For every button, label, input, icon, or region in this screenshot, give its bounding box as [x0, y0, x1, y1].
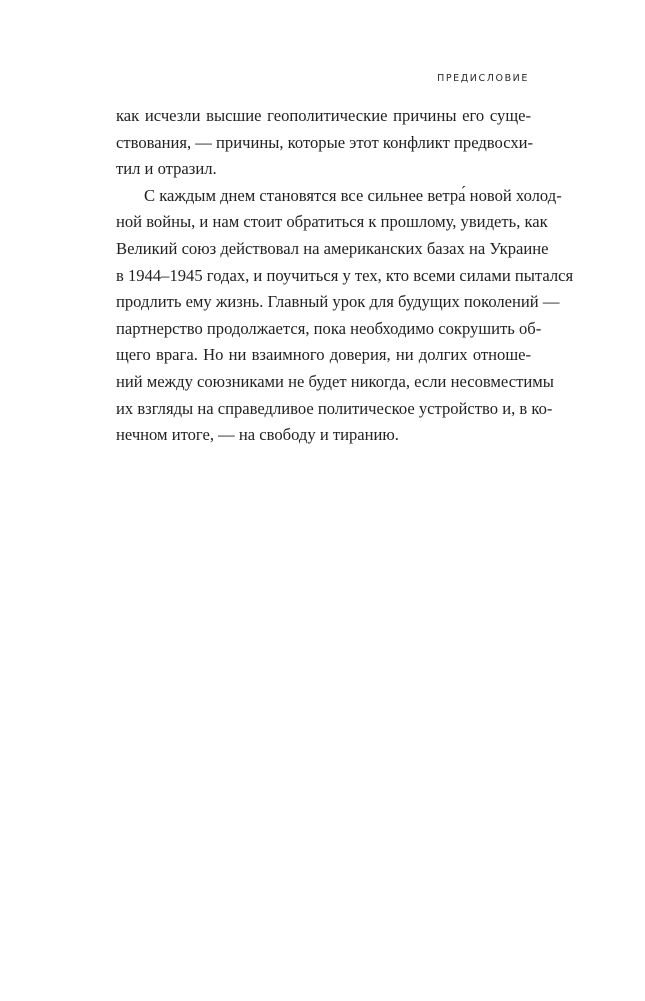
text-line: Великий союз действовал на американских базах на Украине [116, 238, 549, 258]
text-line: щего врага. Но ни взаимного доверия, ни долгих отноше- [116, 345, 531, 365]
text-line: ний между союзниками не будет никогда, если несовместимы [116, 371, 554, 391]
text-line: С каждым днем становятся все сильнее ветра́ новой холод- [144, 185, 562, 205]
text-line: как исчезли высшие геополитические причины его суще- [116, 106, 531, 125]
running-head: ПРЕДИСЛОВИЕ [437, 73, 529, 84]
text-line: нечном итоге, — на свободу и тиранию. [116, 425, 399, 445]
text-line: их взгляды на справедливое политическое устройство и, в ко- [116, 398, 553, 418]
body-text [116, 103, 574, 449]
paragraph [116, 103, 534, 183]
text-line: продлить ему жизнь. Главный урок для будущих поколений — [116, 292, 560, 312]
text-line: тил и отразил. [116, 159, 217, 179]
text-line: в 1944–1945 годах, и поучиться у тех, кто всеми силами пытался [116, 265, 574, 285]
paragraph [116, 183, 574, 449]
text-line: ной войны, и нам стоит обратиться к прошлому, увидеть, как [116, 212, 548, 232]
text-line: партнерство продолжается, пока необходимо сокрушить об- [116, 318, 542, 338]
text-line: ствования, — причины, которые этот конфликт предвосхи- [116, 132, 534, 152]
